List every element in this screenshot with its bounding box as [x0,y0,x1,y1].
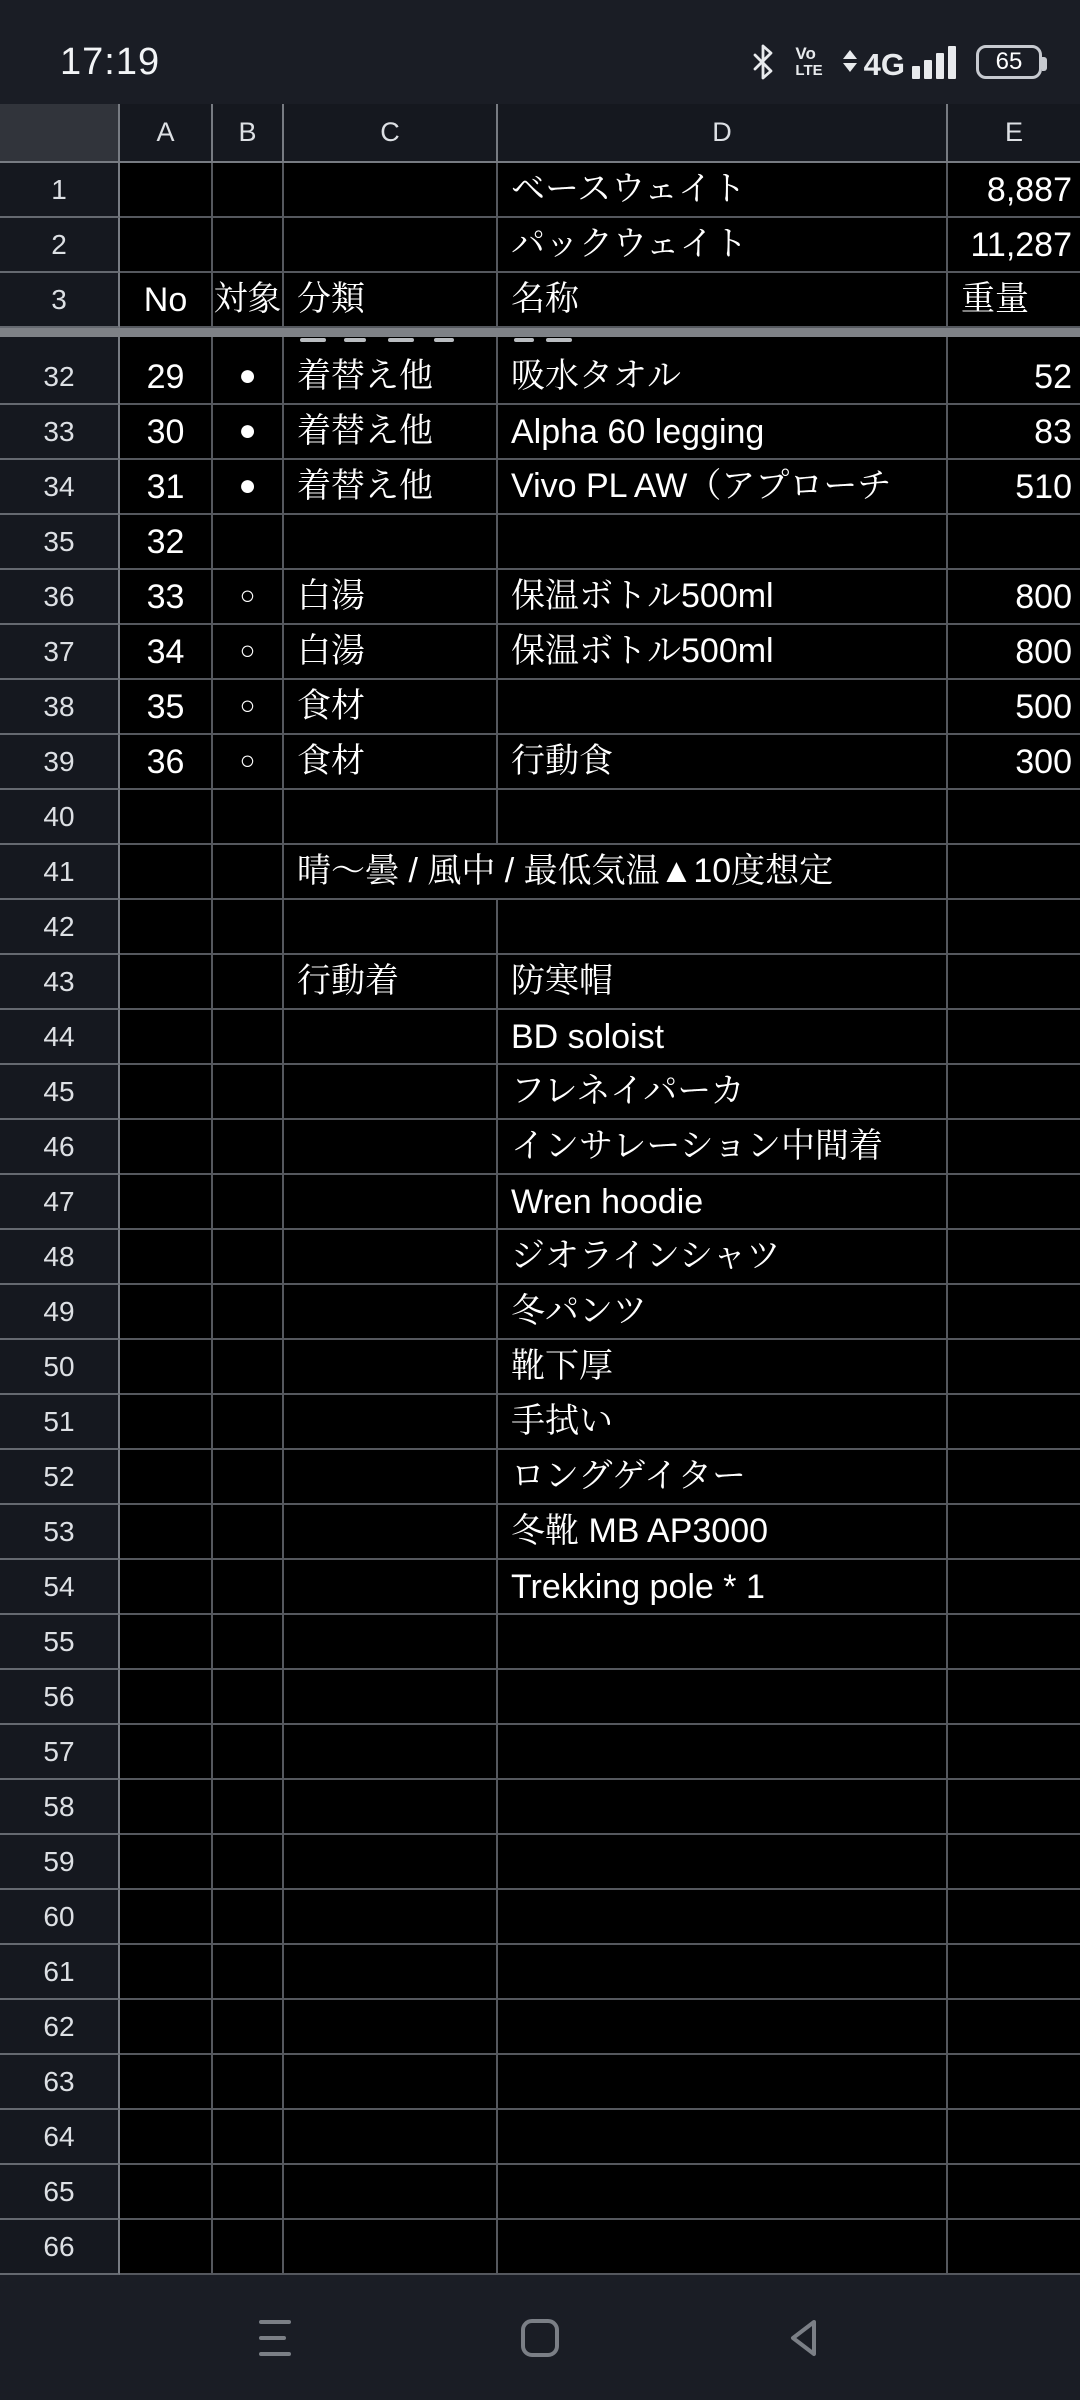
cell-C47[interactable] [284,1175,498,1230]
cell-D44[interactable]: BD soloist [498,1010,948,1065]
cell-B58[interactable] [213,1780,284,1835]
row-number-52[interactable]: 52 [0,1450,120,1505]
volte-icon [795,45,822,79]
cell-C2[interactable] [284,218,498,273]
sheet-row-35 [0,515,1080,570]
cell-B56[interactable] [213,1670,284,1725]
cell-A36[interactable]: 33 [120,570,213,625]
cell-A55[interactable] [120,1615,213,1670]
cell-E62[interactable] [948,2000,1080,2055]
cell-A42[interactable] [120,900,213,955]
row-number-38[interactable]: 38 [0,680,120,735]
cell-E63[interactable] [948,2055,1080,2110]
row-number-35[interactable]: 35 [0,515,120,570]
clipped-glyph-marks [284,337,498,350]
cell-B63[interactable] [213,2055,284,2110]
cell-D36[interactable]: 保温ボトル500ml [498,570,948,625]
row-number-2[interactable]: 2 [0,218,120,273]
row-number-32[interactable]: 32 [0,350,120,405]
cell-D59[interactable] [498,1835,948,1890]
sheet-row-40 [0,790,1080,845]
cell-D3[interactable]: 名称 [498,273,948,328]
cell-D62[interactable] [498,2000,948,2055]
cell-C45[interactable] [284,1065,498,1120]
sheet-row-54 [0,1560,1080,1615]
cell-E48[interactable] [948,1230,1080,1285]
row-number-43[interactable]: 43 [0,955,120,1010]
cell-E56[interactable] [948,1670,1080,1725]
cell-B60[interactable] [213,1890,284,1945]
cell-C58[interactable] [284,1780,498,1835]
cell-C40[interactable] [284,790,498,845]
cell-B64[interactable] [213,2110,284,2165]
cell-C41-overflow[interactable]: 晴〜曇 / 風中 / 最低気温▲10度想定 [284,845,948,900]
cell-C48[interactable] [284,1230,498,1285]
cell-C1[interactable] [284,163,498,218]
row-number-64[interactable]: 64 [0,2110,120,2165]
cell-E58[interactable] [948,1780,1080,1835]
cell-B59[interactable] [213,1835,284,1890]
cell-D38[interactable] [498,680,948,735]
cell-D55[interactable] [498,1615,948,1670]
cell-B32[interactable]: ● [213,350,284,405]
cell-D37[interactable]: 保温ボトル500ml [498,625,948,680]
cell-A51[interactable] [120,1395,213,1450]
sheet-row-51 [0,1395,1080,1450]
cell-A56[interactable] [120,1670,213,1725]
cell-E51[interactable] [948,1395,1080,1450]
sheet-row-32 [0,350,1080,405]
cell-E57[interactable] [948,1725,1080,1780]
cell-A60[interactable] [120,1890,213,1945]
cell-D58[interactable] [498,1780,948,1835]
cell-B54[interactable] [213,1560,284,1615]
cell-C65[interactable] [284,2165,498,2220]
bluetooth-icon [751,44,775,80]
cell-A64[interactable] [120,2110,213,2165]
row-number-48[interactable]: 48 [0,1230,120,1285]
freeze-pane-divider[interactable] [0,328,1080,337]
cell-A53[interactable] [120,1505,213,1560]
cell-B39[interactable]: ○ [213,735,284,790]
cell-C36[interactable]: 白湯 [284,570,498,625]
cell-D54[interactable]: Trekking pole * 1 [498,1560,948,1615]
sheet-row-39 [0,735,1080,790]
row-number-50[interactable]: 50 [0,1340,120,1395]
cell-E45[interactable] [948,1065,1080,1120]
row-number-59[interactable]: 59 [0,1835,120,1890]
sheet-row-42 [0,900,1080,955]
cell-E1[interactable]: 8,887 [948,163,1080,218]
cell-E52[interactable] [948,1450,1080,1505]
cell-B38[interactable]: ○ [213,680,284,735]
data-activity-arrows-icon [843,50,857,72]
cell-C39[interactable]: 食材 [284,735,498,790]
cell-D61[interactable] [498,1945,948,2000]
cell-D46[interactable]: インサレーション中間着 [498,1120,948,1175]
cell-C66[interactable] [284,2220,498,2275]
cell-E46[interactable] [948,1120,1080,1175]
cell-E35[interactable] [948,515,1080,570]
cell-E38[interactable]: 500 [948,680,1080,735]
battery-level-label: 65 [995,48,1023,75]
row-number-65[interactable]: 65 [0,2165,120,2220]
cell-B62[interactable] [213,2000,284,2055]
cell-D52[interactable]: ロングゲイター [498,1450,948,1505]
cell-C37[interactable]: 白湯 [284,625,498,680]
row-number-40[interactable]: 40 [0,790,120,845]
column-header-C[interactable]: C [284,104,498,161]
cell-C33[interactable]: 着替え他 [284,405,498,460]
sheet-row-34 [0,460,1080,515]
sheet-row-55 [0,1615,1080,1670]
cell-C61[interactable] [284,1945,498,2000]
sheet-row-46 [0,1120,1080,1175]
cell-A1[interactable] [120,163,213,218]
cell-E47[interactable] [948,1175,1080,1230]
cell-C50[interactable] [284,1340,498,1395]
cell-B51[interactable] [213,1395,284,1450]
row-number-56[interactable]: 56 [0,1670,120,1725]
cell-A48[interactable] [120,1230,213,1285]
cell-E65[interactable] [948,2165,1080,2220]
cell-E59[interactable] [948,1835,1080,1890]
cell-E49[interactable] [948,1285,1080,1340]
menu-button[interactable] [256,2318,294,2358]
sheet-row-53 [0,1505,1080,1560]
battery-icon [976,45,1042,79]
menu-icon [259,2320,291,2356]
cell-C35[interactable] [284,515,498,570]
cell-D56[interactable] [498,1670,948,1725]
sheet-row-48 [0,1230,1080,1285]
cell-B47[interactable] [213,1175,284,1230]
cell-A3[interactable]: No [120,273,213,328]
cell-A66[interactable] [120,2220,213,2275]
back-icon [785,2317,825,2359]
cell-A35[interactable]: 32 [120,515,213,570]
cell-D34[interactable]: Vivo PL AW（アプローチ [498,460,948,515]
cell-A54[interactable] [120,1560,213,1615]
cell-D53[interactable]: 冬靴 MB AP3000 [498,1505,948,1560]
row-number-62[interactable]: 62 [0,2000,120,2055]
cell-E60[interactable] [948,1890,1080,1945]
row-number-41[interactable]: 41 [0,845,120,900]
cell-D1[interactable]: ベースウェイト [498,163,948,218]
signal-strength-icon [912,46,956,79]
cell-E36[interactable]: 800 [948,570,1080,625]
column-header-A[interactable]: A [120,104,213,161]
home-icon [521,2319,559,2357]
clock: 17:19 [60,40,161,83]
cell-A49[interactable] [120,1285,213,1340]
cell-A33[interactable]: 30 [120,405,213,460]
cell-E50[interactable] [948,1340,1080,1395]
sheet-row-43 [0,955,1080,1010]
cell-E43[interactable] [948,955,1080,1010]
column-header-row [0,104,1080,163]
cell-C43[interactable]: 行動着 [284,955,498,1010]
row-number-60[interactable]: 60 [0,1890,120,1945]
cell-C57[interactable] [284,1725,498,1780]
cell-E32[interactable]: 52 [948,350,1080,405]
sheet-row-63 [0,2055,1080,2110]
row-number-36[interactable]: 36 [0,570,120,625]
cell-A50[interactable] [120,1340,213,1395]
cell-A63[interactable] [120,2055,213,2110]
cell-D64[interactable] [498,2110,948,2165]
sheet-row-56 [0,1670,1080,1725]
cell-D33[interactable]: Alpha 60 legging [498,405,948,460]
cell-B34[interactable]: ● [213,460,284,515]
cell-E2[interactable]: 11,287 [948,218,1080,273]
sheet-row-49 [0,1285,1080,1340]
sheet-row-66 [0,2220,1080,2275]
cell-E53[interactable] [948,1505,1080,1560]
row-number-55[interactable]: 55 [0,1615,120,1670]
cell-A59[interactable] [120,1835,213,1890]
cell-D48[interactable]: ジオラインシャツ [498,1230,948,1285]
cell-E33[interactable]: 83 [948,405,1080,460]
cell-B66[interactable] [213,2220,284,2275]
sheet-row-57 [0,1725,1080,1780]
cell-A47[interactable] [120,1175,213,1230]
cell-C38[interactable]: 食材 [284,680,498,735]
cell-E54[interactable] [948,1560,1080,1615]
cell-A46[interactable] [120,1120,213,1175]
cell-B61[interactable] [213,1945,284,2000]
cell-C3[interactable]: 分類 [284,273,498,328]
sheet-row-59 [0,1835,1080,1890]
cell-A39[interactable]: 36 [120,735,213,790]
scrolled-rows-pane [0,350,1080,2275]
sheet-row-33 [0,405,1080,460]
cell-C63[interactable] [284,2055,498,2110]
cell-B33[interactable]: ● [213,405,284,460]
cell-C53[interactable] [284,1505,498,1560]
sheet-row-52 [0,1450,1080,1505]
cell-C49[interactable] [284,1285,498,1340]
cell-B48[interactable] [213,1230,284,1285]
cell-E42[interactable] [948,900,1080,955]
cell-E34[interactable]: 510 [948,460,1080,515]
cell-A37[interactable]: 34 [120,625,213,680]
cell-C55[interactable] [284,1615,498,1670]
cell-C62[interactable] [284,2000,498,2055]
cell-C42[interactable] [284,900,498,955]
clipped-glyph-marks [498,337,948,350]
cell-B52[interactable] [213,1450,284,1505]
cell-A38[interactable]: 35 [120,680,213,735]
row-number-49[interactable]: 49 [0,1285,120,1340]
sheet-row-65 [0,2165,1080,2220]
cell-D39[interactable]: 行動食 [498,735,948,790]
spreadsheet-grid [0,104,1080,2275]
cell-A62[interactable] [120,2000,213,2055]
cell-B43[interactable] [213,955,284,1010]
row-number-61[interactable]: 61 [0,1945,120,2000]
cell-B35[interactable] [213,515,284,570]
row-number-66[interactable]: 66 [0,2220,120,2275]
cell-D32[interactable]: 吸水タオル [498,350,948,405]
select-all-corner[interactable] [0,104,120,161]
cell-C34[interactable]: 着替え他 [284,460,498,515]
cell-B49[interactable] [213,1285,284,1340]
cell-E44[interactable] [948,1010,1080,1065]
cell-E40[interactable] [948,790,1080,845]
sheet-row-47 [0,1175,1080,1230]
cell-D57[interactable] [498,1725,948,1780]
cell-C44[interactable] [284,1010,498,1065]
frozen-rows-pane [0,163,1080,328]
sheet-row-38 [0,680,1080,735]
sheet-row-36 [0,570,1080,625]
cell-A58[interactable] [120,1780,213,1835]
row-number-33[interactable]: 33 [0,405,120,460]
sheet-row-44 [0,1010,1080,1065]
cell-B2[interactable] [213,218,284,273]
cell-B46[interactable] [213,1120,284,1175]
sheet-row-1 [0,163,1080,218]
cell-A34[interactable]: 31 [120,460,213,515]
cell-D47[interactable]: Wren hoodie [498,1175,948,1230]
mobile-network-icon [843,46,956,82]
sheet-row-61 [0,1945,1080,2000]
sheet-row-41 [0,845,1080,900]
cell-B53[interactable] [213,1505,284,1560]
cell-C51[interactable] [284,1395,498,1450]
cell-E39[interactable]: 300 [948,735,1080,790]
cell-A40[interactable] [120,790,213,845]
cell-B57[interactable] [213,1725,284,1780]
cell-D65[interactable] [498,2165,948,2220]
cell-E61[interactable] [948,1945,1080,2000]
sheet-row-60 [0,1890,1080,1945]
cell-A65[interactable] [120,2165,213,2220]
row-number-47[interactable]: 47 [0,1175,120,1230]
cell-B65[interactable] [213,2165,284,2220]
sheet-row-37 [0,625,1080,680]
cell-C59[interactable] [284,1835,498,1890]
status-icons [751,44,1050,80]
sheet-row-64 [0,2110,1080,2165]
cell-E41[interactable] [948,845,1080,900]
home-button[interactable] [521,2318,559,2358]
row-number-57[interactable]: 57 [0,1725,120,1780]
status-bar [0,0,1080,104]
volte-top-label: Vo [795,44,816,64]
row-number-45[interactable]: 45 [0,1065,120,1120]
column-header-E[interactable]: E [948,104,1080,161]
cell-D51[interactable]: 手拭い [498,1395,948,1450]
cell-C56[interactable] [284,1670,498,1725]
cell-D45[interactable]: フレネイパーカ [498,1065,948,1120]
cell-A32[interactable]: 29 [120,350,213,405]
cell-D2[interactable]: パックウェイト [498,218,948,273]
cell-D35[interactable] [498,515,948,570]
cell-A57[interactable] [120,1725,213,1780]
cell-B42[interactable] [213,900,284,955]
cell-A61[interactable] [120,1945,213,2000]
cell-B1[interactable] [213,163,284,218]
cell-C60[interactable] [284,1890,498,1945]
cell-D43[interactable]: 防寒帽 [498,955,948,1010]
cell-D40[interactable] [498,790,948,845]
cell-A52[interactable] [120,1450,213,1505]
row-number-34[interactable]: 34 [0,460,120,515]
cell-D63[interactable] [498,2055,948,2110]
cell-B55[interactable] [213,1615,284,1670]
cell-A41[interactable] [120,845,213,900]
sheet-row-62 [0,2000,1080,2055]
row-number-54[interactable]: 54 [0,1560,120,1615]
cell-E55[interactable] [948,1615,1080,1670]
cell-E66[interactable] [948,2220,1080,2275]
cell-B36[interactable]: ○ [213,570,284,625]
cell-C32[interactable]: 着替え他 [284,350,498,405]
cell-C46[interactable] [284,1120,498,1175]
cell-D42[interactable] [498,900,948,955]
network-type-label: 4G [863,46,905,82]
cell-D66[interactable] [498,2220,948,2275]
row-number-46[interactable]: 46 [0,1120,120,1175]
cell-D49[interactable]: 冬パンツ [498,1285,948,1340]
volte-bottom-label: LTE [795,62,823,80]
cell-A43[interactable] [120,955,213,1010]
row-number-42[interactable]: 42 [0,900,120,955]
row-number-53[interactable]: 53 [0,1505,120,1560]
cell-E3[interactable]: 重量 [948,273,1080,328]
back-button[interactable] [786,2318,824,2358]
cell-B37[interactable]: ○ [213,625,284,680]
clipped-row-remnant [0,337,1080,350]
cell-A2[interactable] [120,218,213,273]
sheet-row-58 [0,1780,1080,1835]
row-number-44[interactable]: 44 [0,1010,120,1065]
cell-B50[interactable] [213,1340,284,1395]
row-number-37[interactable]: 37 [0,625,120,680]
cell-C64[interactable] [284,2110,498,2165]
cell-D50[interactable]: 靴下厚 [498,1340,948,1395]
cell-E64[interactable] [948,2110,1080,2165]
row-number-1[interactable]: 1 [0,163,120,218]
cell-A44[interactable] [120,1010,213,1065]
sheet-row-45 [0,1065,1080,1120]
sheet-row-50 [0,1340,1080,1395]
cell-B41[interactable] [213,845,284,900]
row-number-39[interactable]: 39 [0,735,120,790]
cell-C54[interactable] [284,1560,498,1615]
cell-A45[interactable] [120,1065,213,1120]
row-number-63[interactable]: 63 [0,2055,120,2110]
cell-B40[interactable] [213,790,284,845]
column-header-B[interactable]: B [213,104,284,161]
sheet-row-2 [0,218,1080,273]
cell-D60[interactable] [498,1890,948,1945]
android-nav-bar [0,2275,1080,2400]
cell-C52[interactable] [284,1450,498,1505]
cell-B45[interactable] [213,1065,284,1120]
sheet-row-3 [0,273,1080,328]
cell-E37[interactable]: 800 [948,625,1080,680]
column-header-D[interactable]: D [498,104,948,161]
row-number-3[interactable]: 3 [0,273,120,328]
cell-B3[interactable]: 対象 [213,273,284,328]
row-number-51[interactable]: 51 [0,1395,120,1450]
row-number-58[interactable]: 58 [0,1780,120,1835]
cell-B44[interactable] [213,1010,284,1065]
